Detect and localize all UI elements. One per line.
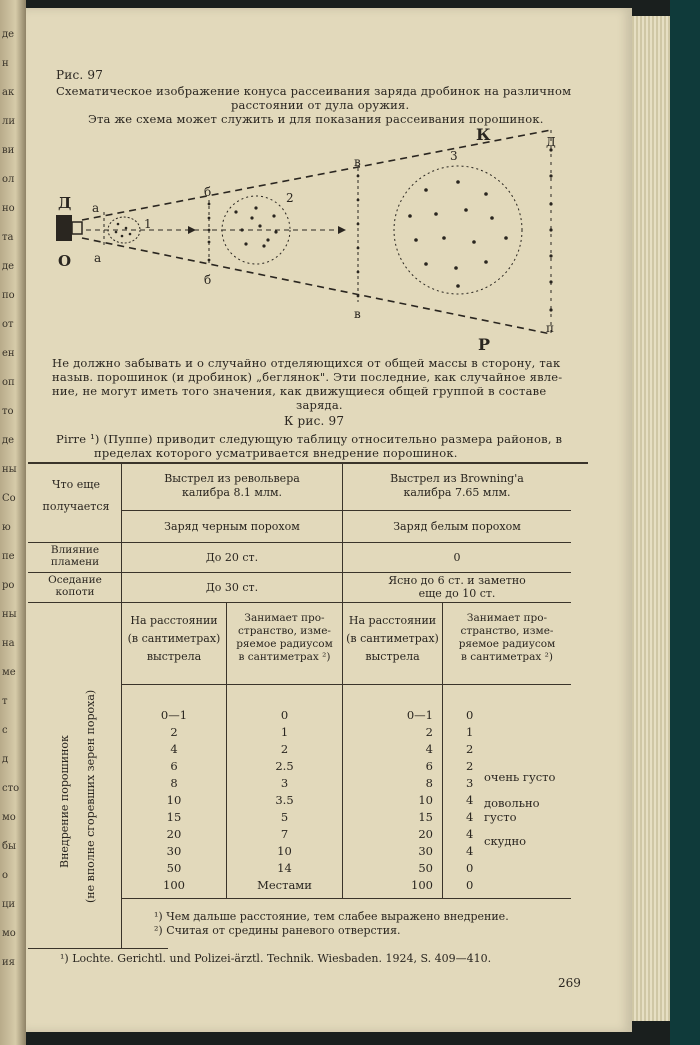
- facing-page-fragment: пе: [2, 551, 15, 562]
- table-footnote: ²) Считая от средины раневого отверстия.: [154, 924, 401, 937]
- table-cell: 2: [170, 725, 178, 739]
- letter-D: Д: [58, 194, 72, 212]
- letter-a-top: а: [92, 201, 100, 215]
- facing-page-fragment: де: [2, 435, 15, 446]
- facing-page-fragment: но: [2, 203, 15, 214]
- table-cell: 6: [425, 759, 433, 773]
- book-page: [26, 8, 632, 1032]
- soot-col2: Ясно до 6 ст. и заметно еще до 10 ст.: [388, 574, 526, 600]
- body-text-line: Pirre ¹) (Пуппе) приводит следующую таблицу относительно размера районов, в: [56, 432, 563, 446]
- table-cell: 0—1: [160, 708, 188, 722]
- letter-b-bottom: б: [204, 273, 212, 287]
- figure-caption: Эта же схема может служить и для показания рассеивания порошинок.: [88, 112, 544, 126]
- row-soot-label: Оседание копоти: [48, 574, 102, 598]
- body-text-line: Не должно забывать и о случайно отделяющихся от общей массы в сторону, так: [52, 356, 561, 370]
- table-cell: 10: [166, 793, 182, 807]
- col1-subheader: Заряд черным порохом: [164, 520, 300, 533]
- table-cell: 4: [466, 827, 474, 841]
- table-cell: 0: [466, 878, 474, 892]
- row-flame-label: Влияние пламени: [50, 544, 100, 568]
- table-cell: 8: [425, 776, 433, 790]
- facing-page-fragment: мо: [2, 812, 16, 823]
- table-cell: 6: [170, 759, 178, 773]
- facing-page-fragment: ол: [2, 174, 15, 185]
- figure-caption: расстоянии от дула оружия.: [231, 98, 410, 112]
- facing-page-fragment: ия: [2, 957, 15, 968]
- table-cell: 100: [411, 878, 433, 892]
- table-cell: 3: [466, 776, 474, 790]
- table-cell: 7: [280, 827, 289, 841]
- facing-page-fragment: ро: [2, 580, 15, 591]
- table-cell: 8: [170, 776, 178, 790]
- book-cover: [670, 0, 700, 1045]
- facing-page-fragment: ны: [2, 609, 17, 620]
- page-number: 269: [558, 976, 581, 990]
- table-cell: 4: [425, 742, 433, 756]
- table-cell: 14: [277, 861, 292, 875]
- body-text-line: заряда.: [296, 398, 343, 412]
- letter-b-top: б: [204, 185, 212, 199]
- letter-P: Р: [478, 335, 491, 352]
- facing-page-fragment: о: [2, 870, 9, 881]
- facing-page-fragment: ме: [2, 667, 16, 678]
- body-text-line: пределах которого усматривается внедрение порошинок.: [94, 446, 458, 460]
- table-cell: 15: [418, 810, 433, 824]
- facing-page-fragment: Со: [2, 493, 16, 504]
- facing-page-fragment: оп: [2, 377, 15, 388]
- facing-page-fragment: та: [2, 232, 14, 243]
- facing-page-fragment: н: [2, 58, 9, 69]
- body-text-line: назыв. порошинок (и дробинок) „беглянок". Эти последние, как случайное явле-: [52, 370, 563, 384]
- table-cell: 0: [466, 708, 474, 722]
- col1-dist-header: На расстоянии (в сантиметрах) выстрела: [127, 614, 221, 663]
- side-label: Внедрение порошинок: [58, 735, 71, 868]
- letter-a-bottom: а: [94, 251, 102, 265]
- table-cell: 30: [418, 844, 433, 858]
- table-cell: 4: [466, 793, 474, 807]
- facing-page-fragment: ак: [2, 87, 15, 98]
- soot-col1: До 30 ст.: [205, 581, 259, 594]
- table-cell: 3: [280, 776, 289, 790]
- table-cell: 15: [166, 810, 182, 824]
- table-cell: Местами: [257, 878, 312, 892]
- table-cell: 0—1: [406, 708, 433, 722]
- page-block-edge: [628, 16, 672, 1021]
- letter-v-top: в: [354, 155, 361, 169]
- facing-page-fragment: сто: [2, 783, 20, 794]
- table-cell: 20: [418, 827, 433, 841]
- figure-label: Рис. 97: [56, 68, 104, 82]
- data-table: [26, 8, 632, 1032]
- col1-space-header: Занимает про- странство, изме- ряемое радиусом в сантиметрах ²): [236, 612, 333, 663]
- table-cell: 20: [166, 827, 182, 841]
- number-3: 3: [450, 149, 458, 163]
- facing-page-fragment: от: [2, 319, 14, 330]
- col2-header: Выстрел из Browning'a калибра 7.65 млм.: [390, 472, 524, 499]
- table-cell: 2: [425, 725, 433, 739]
- table-cell: 4: [170, 742, 178, 756]
- note-fairly-dense: довольно густо: [484, 796, 540, 824]
- table-cell: 10: [277, 844, 292, 858]
- table-cell: 10: [418, 793, 433, 807]
- body-text-line: ние, не могут иметь того значения, как движущиеся общей группой в составе: [52, 384, 547, 398]
- figure-reference: К рис. 97: [284, 414, 345, 428]
- letter-K: К: [476, 125, 491, 144]
- table-cell: 3.5: [275, 793, 294, 807]
- page-footnote: ¹) Lochte. Gerichtl. und Polizei-ärztl. Technik. Wiesbaden. 1924, S. 409—410.: [60, 952, 492, 965]
- side-label-sub: (не вполне сгоревших зерен пороха): [84, 689, 97, 903]
- facing-page-fragment: по: [2, 290, 15, 301]
- facing-page-fragment: ю: [2, 522, 11, 533]
- facing-page-fragment: д: [2, 754, 9, 765]
- facing-page-fragment: ны: [2, 464, 17, 475]
- note-sparse: скудно: [484, 834, 527, 848]
- table-cell: 2: [466, 742, 474, 756]
- facing-page-fragment: бы: [2, 841, 16, 852]
- corner-header: Что еще получается: [42, 478, 110, 513]
- table-cell: 30: [166, 844, 182, 858]
- facing-page-fragment: ли: [2, 116, 16, 127]
- letter-O: О: [58, 252, 72, 270]
- facing-page-fragment: мо: [2, 928, 16, 939]
- table-cell: 2: [466, 759, 474, 773]
- table-cell: 100: [163, 878, 185, 892]
- table-cell: 2.5: [275, 759, 294, 773]
- table-footnote: ¹) Чем дальше расстояние, тем слабее выражено внедрение.: [154, 910, 509, 923]
- table-cell: 5: [280, 810, 289, 824]
- table-cell: 0: [280, 708, 289, 722]
- table-cell: 1: [280, 725, 289, 739]
- flame-col1: До 20 ст.: [205, 551, 259, 564]
- table-cell: 50: [166, 861, 182, 875]
- table-cell: 4: [466, 844, 474, 858]
- facing-page-fragment: на: [2, 638, 15, 649]
- note-dense: очень густо: [484, 770, 556, 784]
- facing-page-fragment: де: [2, 261, 15, 272]
- table-cell: 0: [466, 861, 474, 875]
- letter-v-bottom: в: [354, 307, 361, 321]
- facing-page-fragment: с: [2, 725, 8, 736]
- facing-page-fragment: ви: [2, 145, 15, 156]
- number-2: 2: [286, 191, 294, 205]
- facing-page-fragment: ци: [2, 899, 16, 910]
- figure-caption: Схематическое изображение конуса рассеивания заряда дробинок на различном: [56, 84, 572, 98]
- flame-col2: 0: [453, 551, 461, 564]
- table-cell: 1: [466, 725, 474, 739]
- table-cell: 2: [280, 742, 289, 756]
- col2-dist-header: На расстоянии (в сантиметрах) выстрела: [346, 614, 439, 663]
- facing-page-fragment: ен: [2, 348, 15, 359]
- table-cell: 50: [418, 861, 433, 875]
- number-1: 1: [144, 217, 152, 231]
- table-cell: 4: [466, 810, 474, 824]
- col2-space-header: Занимает про- странство, изме- ряемое радиусом в сантиметрах ²): [458, 612, 556, 663]
- letter-n: п: [546, 321, 554, 335]
- col1-header: Выстрел из револьвера калибра 8.1 млм.: [164, 472, 300, 499]
- facing-page-fragment: то: [2, 406, 14, 417]
- col2-subheader: Заряд белым порохом: [393, 520, 521, 533]
- letter-D-right: Д: [546, 135, 556, 149]
- facing-page-fragment: де: [2, 29, 15, 40]
- facing-page-edge: [0, 0, 26, 1045]
- facing-page-fragment: т: [2, 696, 8, 707]
